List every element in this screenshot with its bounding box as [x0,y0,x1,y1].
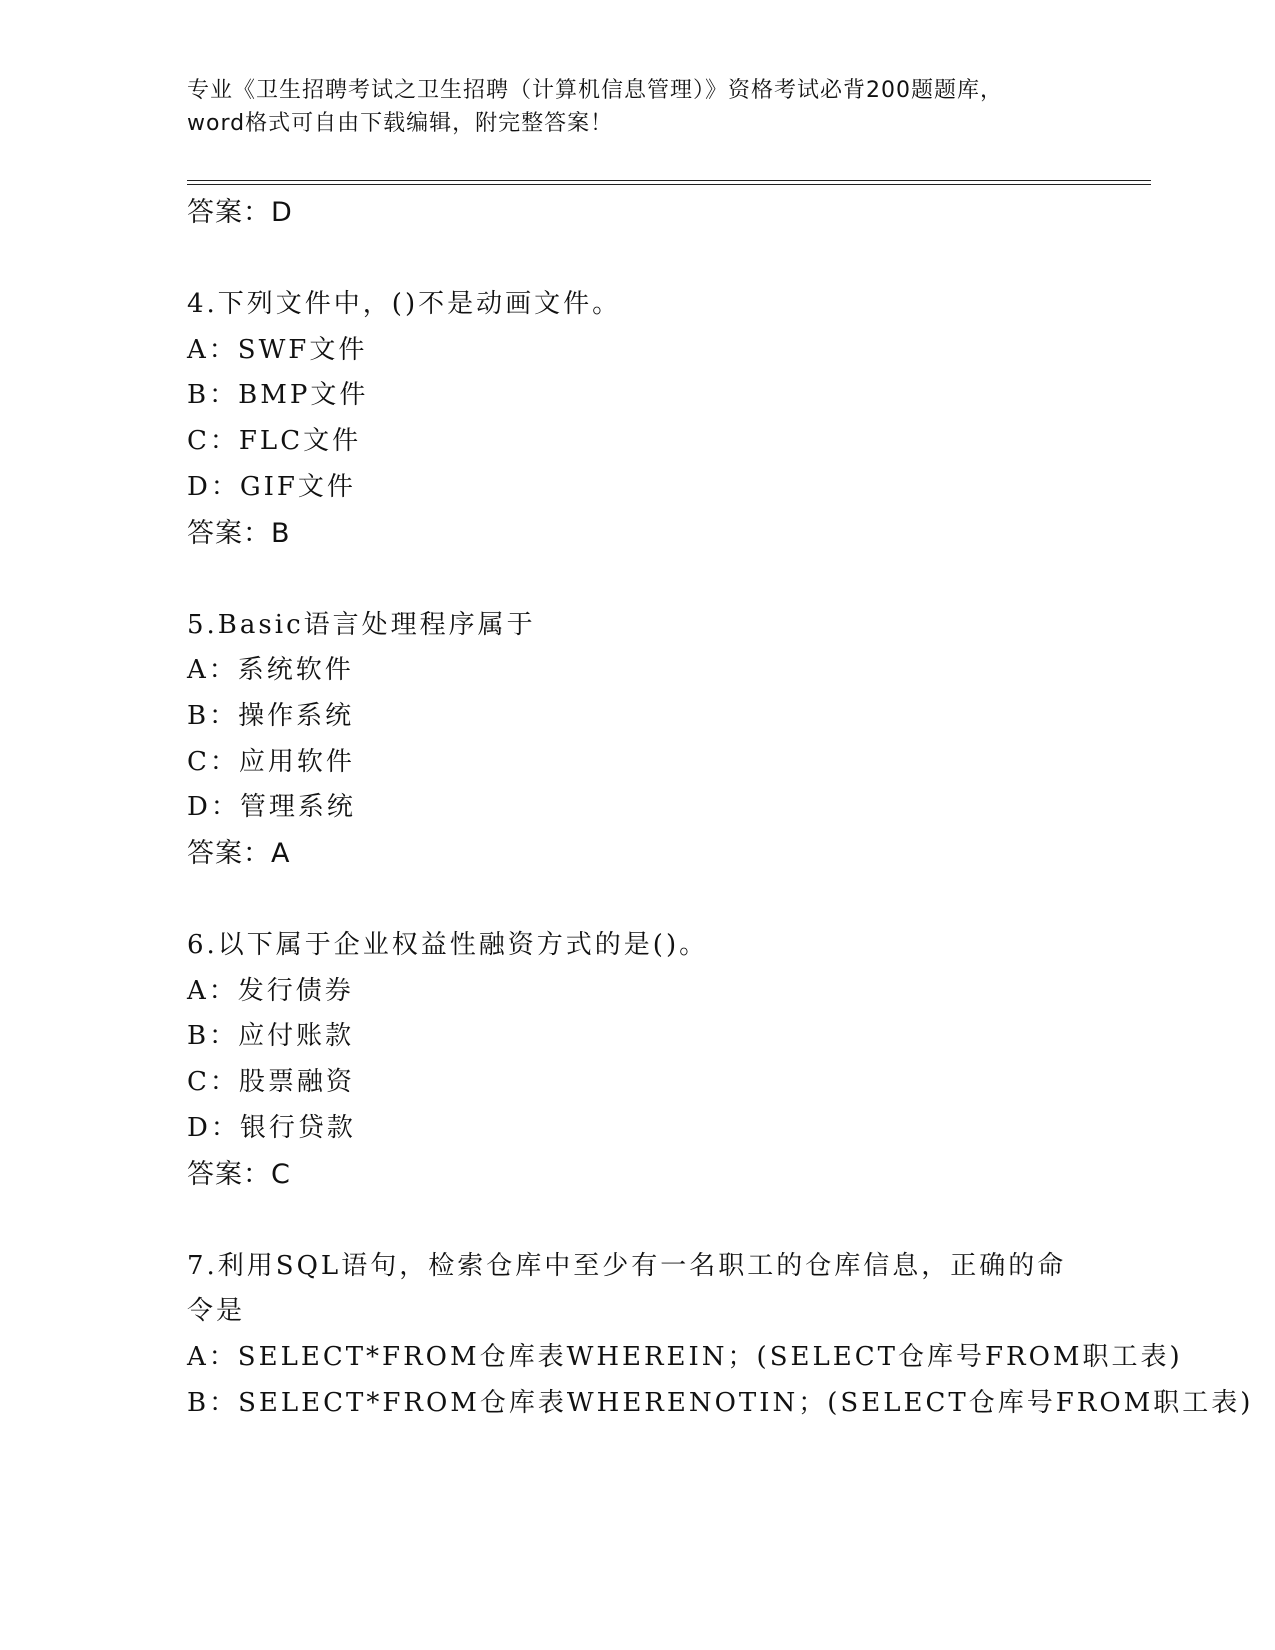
question-text: 6.以下属于企业权益性融资方式的是()。 [187,930,709,961]
question-4 [187,282,1087,557]
spacer [187,236,1087,282]
option-b: B：应付账款 [187,1021,355,1052]
answer: 答案：C [187,1158,291,1190]
option-a: A：系统软件 [187,655,354,686]
option-a: A：SWF文件 [187,334,368,365]
option-d: D：银行贷款 [187,1112,356,1143]
header-divider-top [187,180,1151,181]
question-text-line-1: 7.利用SQL语句，检索仓库中至少有一名职工的仓库信息，正确的命 [187,1250,1067,1281]
question-5 [187,603,1087,878]
option-a: A：发行债券 [187,975,354,1006]
question-7 [187,1244,1254,1427]
header-line-1: 专业《卫生招聘考试之卫生招聘（计算机信息管理）》资格考试必背200题题库， [187,78,1003,103]
answer: 答案：B [187,517,291,549]
header-line-2: word格式可自由下载编辑，附完整答案！ [187,111,614,136]
option-b: B：BMP文件 [187,380,369,411]
option-c: C：应用软件 [187,746,355,777]
spacer [187,1198,1087,1244]
document-header [187,74,1087,140]
option-b: B：操作系统 [187,700,355,731]
question-text: 4.下列文件中，()不是动画文件。 [187,289,622,319]
answer: 答案：A [187,838,291,870]
option-d: D：GIF文件 [187,471,356,502]
header-divider-bottom [187,184,1151,185]
option-d: D：管理系统 [187,792,356,823]
question-6 [187,923,1087,1198]
answer-3: 答案：D [187,197,293,228]
option-c: C：FLC文件 [187,426,362,457]
spacer [187,557,1087,603]
question-text-line-2: 令是 [187,1296,246,1327]
question-text: 5.Basic语言处理程序属于 [187,609,536,640]
spacer [187,877,1087,923]
option-b: B：SELECT*FROM仓库表WHERENOTIN；(SELECT仓库号FROM职工表) [187,1387,1254,1418]
document-body [187,190,1254,1426]
option-a: A：SELECT*FROM仓库表WHEREIN；(SELECT仓库号FROM职工表) [187,1341,1183,1372]
option-c: C：股票融资 [187,1067,355,1098]
